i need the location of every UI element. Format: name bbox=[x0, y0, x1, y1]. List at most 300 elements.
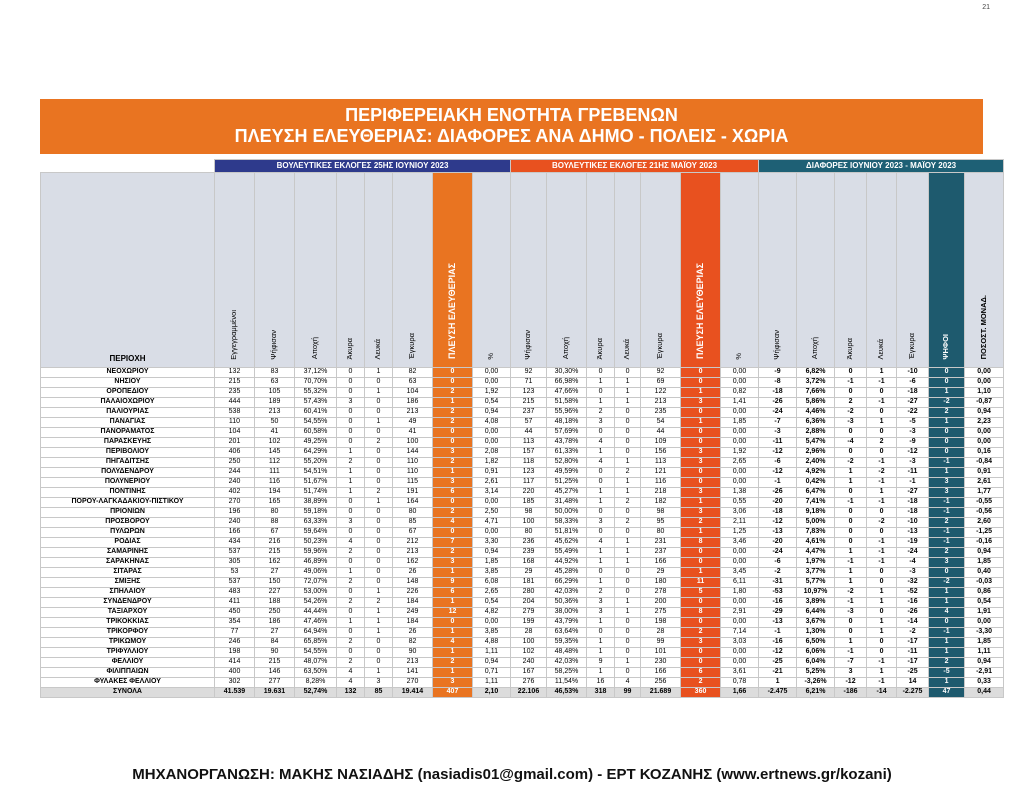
table-cell: 1 bbox=[681, 568, 721, 578]
table-cell: 1 bbox=[365, 418, 393, 428]
table-cell: 9,18% bbox=[797, 508, 835, 518]
table-row bbox=[41, 628, 1004, 638]
table-cell: 0 bbox=[615, 618, 641, 628]
table-cell: 95 bbox=[641, 518, 681, 528]
table-cell: -14 bbox=[897, 618, 929, 628]
table-cell: 1 bbox=[433, 568, 473, 578]
table-cell: 59,18% bbox=[295, 508, 337, 518]
table-cell: 4 bbox=[337, 538, 365, 548]
table-cell: 4 bbox=[587, 538, 615, 548]
table-cell: 150 bbox=[255, 578, 295, 588]
table-cell: 1 bbox=[867, 628, 897, 638]
table-cell: 1 bbox=[929, 638, 965, 648]
table-cell: 186 bbox=[393, 398, 433, 408]
table-cell: 1,30% bbox=[797, 628, 835, 638]
table-cell: 104 bbox=[393, 388, 433, 398]
table-cell: 2,11 bbox=[721, 518, 759, 528]
table-cell: 237 bbox=[641, 548, 681, 558]
table-cell: 0,91 bbox=[473, 468, 511, 478]
table-cell: 0,82 bbox=[721, 388, 759, 398]
table-cell: 3 bbox=[681, 398, 721, 408]
table-cell: 55,20% bbox=[295, 458, 337, 468]
table-cell: 1 bbox=[867, 368, 897, 378]
table-cell: 0 bbox=[681, 438, 721, 448]
table-cell: -13 bbox=[897, 528, 929, 538]
table-cell: 82 bbox=[393, 638, 433, 648]
table-cell: 7,66% bbox=[797, 388, 835, 398]
table-cell: 0 bbox=[835, 528, 867, 538]
column-header-label: Έγκυρα bbox=[407, 333, 417, 360]
table-cell: 7,14 bbox=[721, 628, 759, 638]
table-cell: -25 bbox=[897, 668, 929, 678]
table-cell: 0 bbox=[835, 368, 867, 378]
table-cell: 3 bbox=[337, 518, 365, 528]
table-cell: 43,79% bbox=[547, 618, 587, 628]
table-cell: 29 bbox=[641, 568, 681, 578]
table-cell: 3 bbox=[681, 448, 721, 458]
table-cell: 1 bbox=[867, 618, 897, 628]
column-header bbox=[867, 173, 897, 368]
table-cell: -26 bbox=[897, 608, 929, 618]
table-cell: 6,50% bbox=[797, 638, 835, 648]
table-cell: 58,33% bbox=[547, 518, 587, 528]
table-cell: 90 bbox=[255, 648, 295, 658]
table-cell: 1,82 bbox=[473, 458, 511, 468]
table-cell: 1,11 bbox=[473, 678, 511, 688]
table-cell: 213 bbox=[393, 658, 433, 668]
table-cell: 122 bbox=[641, 388, 681, 398]
table-cell: 77 bbox=[215, 628, 255, 638]
table-cell: 1 bbox=[365, 498, 393, 508]
table-cell: 184 bbox=[393, 618, 433, 628]
table-cell: 0 bbox=[929, 378, 965, 388]
table-cell: 0 bbox=[615, 448, 641, 458]
table-cell: 44,92% bbox=[547, 558, 587, 568]
table-cell: 57,69% bbox=[547, 428, 587, 438]
table-cell: 354 bbox=[215, 618, 255, 628]
table-cell: 4 bbox=[433, 518, 473, 528]
table-cell: 240 bbox=[511, 658, 547, 668]
table-cell: 44,44% bbox=[295, 608, 337, 618]
table-cell: -3 bbox=[897, 428, 929, 438]
table-cell: 1,41 bbox=[721, 398, 759, 408]
table-cell: 1 bbox=[835, 568, 867, 578]
total-cell: -2.275 bbox=[897, 688, 929, 698]
table-cell: 0 bbox=[615, 428, 641, 438]
table-cell: -0,03 bbox=[965, 578, 1004, 588]
table-cell: 64,94% bbox=[295, 628, 337, 638]
table-cell: -7 bbox=[759, 418, 797, 428]
table-cell: -16 bbox=[759, 598, 797, 608]
table-cell: -29 bbox=[759, 608, 797, 618]
table-cell: 1 bbox=[433, 668, 473, 678]
table-cell: 0,00 bbox=[965, 368, 1004, 378]
table-row bbox=[41, 388, 1004, 398]
table-row bbox=[41, 488, 1004, 498]
table-cell: 27 bbox=[255, 568, 295, 578]
table-cell: -18 bbox=[897, 498, 929, 508]
table-cell: -1 bbox=[929, 628, 965, 638]
table-cell: 0,00 bbox=[721, 368, 759, 378]
table-cell: 0 bbox=[615, 638, 641, 648]
column-header bbox=[547, 173, 587, 368]
table-cell: 166 bbox=[641, 558, 681, 568]
table-row bbox=[41, 568, 1004, 578]
table-cell: -0,16 bbox=[965, 538, 1004, 548]
table-cell: 3,85 bbox=[473, 568, 511, 578]
table-cell: 105 bbox=[255, 388, 295, 398]
table-cell: 123 bbox=[511, 468, 547, 478]
table-cell: 0 bbox=[587, 508, 615, 518]
table-cell: 0 bbox=[587, 368, 615, 378]
table-cell: 90 bbox=[393, 648, 433, 658]
table-cell: 250 bbox=[255, 608, 295, 618]
table-cell: 55,32% bbox=[295, 388, 337, 398]
table-cell: 0,42% bbox=[797, 478, 835, 488]
table-cell: 0 bbox=[587, 478, 615, 488]
table-cell: 0 bbox=[337, 608, 365, 618]
table-cell: 188 bbox=[255, 598, 295, 608]
table-cell: 60,58% bbox=[295, 428, 337, 438]
table-cell: 51,81% bbox=[547, 528, 587, 538]
table-cell: 4,88 bbox=[473, 638, 511, 648]
table-cell: 302 bbox=[215, 678, 255, 688]
table-cell: -32 bbox=[897, 578, 929, 588]
table-cell: 49,59% bbox=[547, 468, 587, 478]
table-cell: 1,77 bbox=[965, 488, 1004, 498]
table-cell: 1 bbox=[867, 668, 897, 678]
table-cell: 1 bbox=[615, 458, 641, 468]
table-cell: 1 bbox=[681, 388, 721, 398]
table-cell: 116 bbox=[255, 478, 295, 488]
table-cell: 49 bbox=[393, 418, 433, 428]
table-cell: 1,85 bbox=[473, 558, 511, 568]
table-cell: 4 bbox=[615, 678, 641, 688]
table-cell: 0,94 bbox=[965, 548, 1004, 558]
table-cell: 2 bbox=[433, 458, 473, 468]
table-cell: 42,03% bbox=[547, 658, 587, 668]
table-cell: -3,26% bbox=[797, 678, 835, 688]
area-name-cell: ΣΜΙΞΗΣ bbox=[41, 578, 215, 588]
table-cell: 7 bbox=[433, 538, 473, 548]
table-cell: 2,61 bbox=[965, 478, 1004, 488]
column-header bbox=[215, 173, 255, 368]
table-cell: 0 bbox=[867, 638, 897, 648]
table-cell: 181 bbox=[511, 578, 547, 588]
table-cell: 38,00% bbox=[547, 608, 587, 618]
table-cell: 186 bbox=[255, 618, 295, 628]
table-cell: -2 bbox=[867, 518, 897, 528]
table-cell: 0 bbox=[867, 508, 897, 518]
table-cell: 0,94 bbox=[473, 408, 511, 418]
table-cell: 2 bbox=[587, 408, 615, 418]
table-cell: 3 bbox=[337, 398, 365, 408]
table-cell: 1 bbox=[929, 648, 965, 658]
table-cell: 4 bbox=[587, 438, 615, 448]
table-cell: -2 bbox=[835, 458, 867, 468]
table-cell: 0 bbox=[615, 418, 641, 428]
table-cell: 0,33 bbox=[965, 678, 1004, 688]
table-cell: 1 bbox=[587, 648, 615, 658]
column-header-label: % bbox=[486, 352, 496, 360]
table-cell: -2 bbox=[835, 588, 867, 598]
table-cell: 0,00 bbox=[721, 428, 759, 438]
table-cell: 0 bbox=[337, 498, 365, 508]
table-cell: 0,00 bbox=[473, 368, 511, 378]
table-cell: 4 bbox=[433, 638, 473, 648]
table-cell: 450 bbox=[215, 608, 255, 618]
table-cell: 99 bbox=[641, 638, 681, 648]
table-cell: 0,94 bbox=[473, 658, 511, 668]
table-cell: 1 bbox=[337, 568, 365, 578]
table-cell: 0 bbox=[433, 498, 473, 508]
table-cell: 402 bbox=[215, 488, 255, 498]
table-cell: 235 bbox=[641, 408, 681, 418]
area-name-cell: ΤΡΙΚΟΡΦΟΥ bbox=[41, 628, 215, 638]
total-cell: 6,21% bbox=[797, 688, 835, 698]
table-cell: -2 bbox=[929, 578, 965, 588]
table-cell: 1 bbox=[365, 388, 393, 398]
area-name-cell: ΠΥΛΩΡΩΝ bbox=[41, 528, 215, 538]
table-cell: 0 bbox=[365, 508, 393, 518]
total-cell: 41.539 bbox=[215, 688, 255, 698]
table-cell: 50 bbox=[255, 418, 295, 428]
table-cell: 0 bbox=[587, 388, 615, 398]
table-cell: 63,33% bbox=[295, 518, 337, 528]
table-cell: 0 bbox=[433, 618, 473, 628]
table-cell: -12 bbox=[759, 448, 797, 458]
table-cell: 1 bbox=[867, 588, 897, 598]
table-cell: 44 bbox=[511, 428, 547, 438]
column-header-label: Άκυρα bbox=[845, 337, 855, 360]
table-cell: 0 bbox=[835, 628, 867, 638]
table-cell: 185 bbox=[511, 498, 547, 508]
table-cell: 215 bbox=[255, 548, 295, 558]
table-cell: 60,41% bbox=[295, 408, 337, 418]
table-cell: 111 bbox=[255, 468, 295, 478]
table-cell: 2,88% bbox=[797, 428, 835, 438]
table-cell: 0 bbox=[835, 448, 867, 458]
table-cell: 4 bbox=[587, 458, 615, 468]
table-cell: -5 bbox=[929, 668, 965, 678]
table-cell: 240 bbox=[215, 478, 255, 488]
table-cell: 0 bbox=[681, 658, 721, 668]
table-cell: -5 bbox=[897, 418, 929, 428]
table-row bbox=[41, 468, 1004, 478]
area-name-cell: ΠΕΡΙΒΟΛΙΟΥ bbox=[41, 448, 215, 458]
table-cell: 70,70% bbox=[295, 378, 337, 388]
table-cell: 157 bbox=[511, 448, 547, 458]
column-header bbox=[965, 173, 1004, 368]
table-row bbox=[41, 638, 1004, 648]
table-cell: 10,97% bbox=[797, 588, 835, 598]
table-cell: 5,00% bbox=[797, 518, 835, 528]
table-cell: 0 bbox=[337, 558, 365, 568]
title-banner bbox=[40, 99, 983, 154]
table-cell: 1 bbox=[587, 668, 615, 678]
table-cell: 102 bbox=[255, 438, 295, 448]
table-row bbox=[41, 608, 1004, 618]
table-cell: -2 bbox=[759, 568, 797, 578]
table-cell: 3 bbox=[929, 558, 965, 568]
table-cell: -1 bbox=[835, 598, 867, 608]
table-cell: 0 bbox=[337, 508, 365, 518]
area-name-cell: ΣΑΜΑΡΙΝΗΣ bbox=[41, 548, 215, 558]
table-cell: -1 bbox=[929, 538, 965, 548]
table-cell: 16 bbox=[587, 678, 615, 688]
table-cell: 0 bbox=[867, 648, 897, 658]
table-cell: 1 bbox=[365, 668, 393, 678]
table-cell: 0 bbox=[929, 438, 965, 448]
table-cell: 1 bbox=[365, 368, 393, 378]
table-cell: 1 bbox=[365, 628, 393, 638]
area-name-cell: ΠΑΝΟΡΑΜΑΤΟΣ bbox=[41, 428, 215, 438]
column-header bbox=[393, 173, 433, 368]
table-cell: 414 bbox=[215, 658, 255, 668]
table-cell: 0 bbox=[337, 388, 365, 398]
table-cell: -7 bbox=[835, 658, 867, 668]
table-cell: -12 bbox=[759, 468, 797, 478]
table-row bbox=[41, 658, 1004, 668]
area-name-cell: ΠΑΛΑΙΟΧΩΡΙΟΥ bbox=[41, 398, 215, 408]
table-cell: 0 bbox=[681, 378, 721, 388]
column-header bbox=[897, 173, 929, 368]
table-cell: 80 bbox=[641, 528, 681, 538]
table-cell: 80 bbox=[393, 508, 433, 518]
table-cell: 1 bbox=[615, 488, 641, 498]
column-header-area: ΠΕΡΙΟΧΗ bbox=[41, 173, 215, 368]
table-cell: 41 bbox=[255, 428, 295, 438]
table-cell: 1 bbox=[835, 578, 867, 588]
table-cell: 146 bbox=[255, 668, 295, 678]
table-cell: 57 bbox=[511, 418, 547, 428]
table-cell: 0 bbox=[615, 648, 641, 658]
table-cell: -27 bbox=[897, 488, 929, 498]
table-cell: 63 bbox=[255, 378, 295, 388]
area-name-cell: ΠΟΡΟΥ-ΛΑΓΚΑΔΑΚΙΟΥ-ΠΙΣΤΙΚΟΥ bbox=[41, 498, 215, 508]
table-cell: 45,62% bbox=[547, 538, 587, 548]
table-cell: 165 bbox=[255, 498, 295, 508]
area-name-cell: ΠΟΝΤΙΝΗΣ bbox=[41, 488, 215, 498]
column-header-label: Αποχή bbox=[810, 337, 820, 360]
table-cell: 1 bbox=[615, 558, 641, 568]
table-cell: 3,30 bbox=[473, 538, 511, 548]
total-cell: 407 bbox=[433, 688, 473, 698]
table-cell: -1 bbox=[929, 498, 965, 508]
table-cell: 3,89% bbox=[797, 598, 835, 608]
table-cell: -20 bbox=[759, 498, 797, 508]
table-cell: 1 bbox=[835, 478, 867, 488]
title-line-1: ΠΕΡΙΦΕΡΕΙΑΚΗ ΕΝΟΤΗΤΑ ΓΡΕΒΕΝΩΝ bbox=[345, 105, 678, 125]
table-cell: 54,51% bbox=[295, 468, 337, 478]
table-cell: 0,00 bbox=[965, 378, 1004, 388]
column-header-label: ΠΛΕΥΣΗ ΕΛΕΥΘΕΡΙΑΣ bbox=[695, 263, 706, 360]
table-cell: 0 bbox=[681, 548, 721, 558]
table-cell: 6,36% bbox=[797, 418, 835, 428]
area-name-cell: ΦΥΛΑΚΕΣ ΦΕΛΛΙΟΥ bbox=[41, 678, 215, 688]
table-cell: 215 bbox=[255, 658, 295, 668]
table-cell: 80 bbox=[255, 508, 295, 518]
table-cell: 213 bbox=[641, 398, 681, 408]
table-cell: 46,89% bbox=[295, 558, 337, 568]
table-cell: 189 bbox=[255, 398, 295, 408]
table-cell: 184 bbox=[393, 598, 433, 608]
table-cell: 256 bbox=[641, 678, 681, 688]
table-cell: 0 bbox=[587, 468, 615, 478]
table-cell: 0 bbox=[433, 428, 473, 438]
table-cell: 2,65 bbox=[473, 588, 511, 598]
table-cell: -1 bbox=[897, 478, 929, 488]
table-cell: -12 bbox=[759, 518, 797, 528]
table-cell: 0 bbox=[365, 528, 393, 538]
footer-credit: ΜΗΧΑΝΟΡΓΑΝΩΣΗ: ΜΑΚΗΣ ΝΑΣΙΑΔΗΣ (nasiadis01@gmail.com) - ΕΡΤ ΚΟΖΑΝΗΣ (www.ertnews.gr/kozani) bbox=[132, 766, 892, 783]
table-cell: 0 bbox=[337, 418, 365, 428]
table-cell: 1 bbox=[587, 498, 615, 508]
table-cell: 0 bbox=[615, 438, 641, 448]
table-cell: 113 bbox=[511, 438, 547, 448]
table-cell: 1 bbox=[615, 378, 641, 388]
area-name-cell: ΠΟΛΥΔΕΝΔΡΟΥ bbox=[41, 468, 215, 478]
area-name-cell: ΤΡΙΚΩΜΟΥ bbox=[41, 638, 215, 648]
table-row bbox=[41, 558, 1004, 568]
table-cell: 100 bbox=[393, 438, 433, 448]
table-cell: -52 bbox=[897, 588, 929, 598]
table-cell: 1 bbox=[835, 468, 867, 478]
table-cell: 5,25% bbox=[797, 668, 835, 678]
table-cell: 92 bbox=[641, 368, 681, 378]
table-cell: 3,72% bbox=[797, 378, 835, 388]
table-cell: 5 bbox=[681, 588, 721, 598]
table-cell: -24 bbox=[759, 548, 797, 558]
table-cell: 2 bbox=[337, 658, 365, 668]
table-cell: 2 bbox=[615, 498, 641, 508]
table-cell: 1 bbox=[587, 558, 615, 568]
table-cell: 83 bbox=[255, 368, 295, 378]
table-cell: 0,00 bbox=[965, 438, 1004, 448]
table-cell: 0 bbox=[681, 428, 721, 438]
table-cell: 110 bbox=[393, 458, 433, 468]
table-cell: 88 bbox=[255, 518, 295, 528]
column-header-label: ΨΗΦΟΙ bbox=[941, 333, 951, 360]
table-cell: 6,44% bbox=[797, 608, 835, 618]
table-cell: 3 bbox=[587, 598, 615, 608]
table-cell: -19 bbox=[897, 538, 929, 548]
total-cell: 99 bbox=[615, 688, 641, 698]
table-cell: 3 bbox=[365, 678, 393, 688]
table-cell: -1,25 bbox=[965, 528, 1004, 538]
table-cell: 3 bbox=[433, 478, 473, 488]
table-cell: 59,96% bbox=[295, 548, 337, 558]
group-header-row bbox=[41, 160, 1004, 173]
table-cell: -1 bbox=[867, 538, 897, 548]
table-cell: 63 bbox=[393, 378, 433, 388]
table-cell: 1 bbox=[615, 598, 641, 608]
table-cell: 8 bbox=[681, 538, 721, 548]
table-cell: 148 bbox=[393, 578, 433, 588]
group-spacer bbox=[41, 160, 215, 173]
table-cell: 0 bbox=[365, 518, 393, 528]
table-cell: 1 bbox=[433, 648, 473, 658]
table-cell: 14 bbox=[897, 678, 929, 688]
table-cell: 2 bbox=[615, 518, 641, 528]
table-cell: 65,85% bbox=[295, 638, 337, 648]
table-cell: 1,38 bbox=[721, 488, 759, 498]
table-cell: -1 bbox=[929, 458, 965, 468]
area-name-cell: ΝΗΣΙΟΥ bbox=[41, 378, 215, 388]
table-cell: 54,26% bbox=[295, 598, 337, 608]
total-cell: 46,53% bbox=[547, 688, 587, 698]
table-cell: 0 bbox=[867, 428, 897, 438]
